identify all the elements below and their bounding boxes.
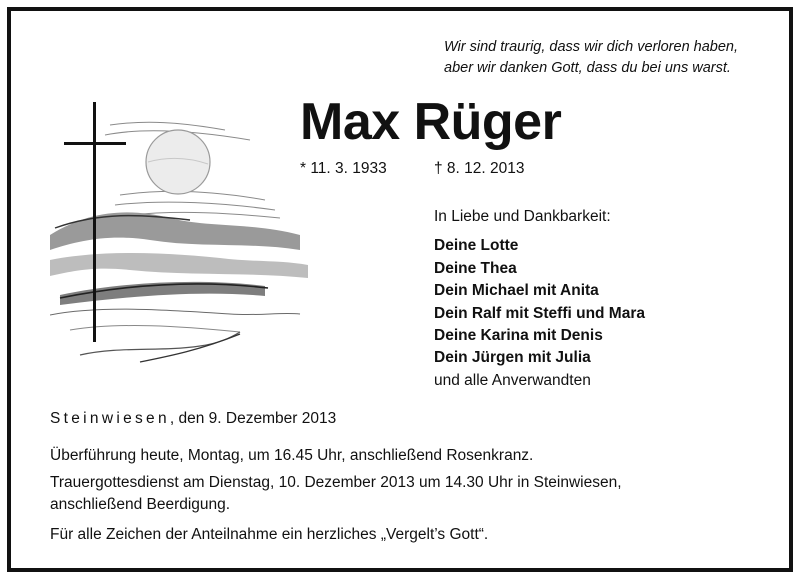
landscape-illustration	[50, 100, 308, 380]
family-member: Dein Michael mit Anita	[434, 282, 599, 300]
service-notice-line-2: anschließend Beerdigung.	[50, 496, 231, 513]
family-member: Deine Thea	[434, 259, 517, 277]
quote-line-2: aber wir danken Gott, dass du bei uns warst.	[444, 60, 731, 76]
service-notice-line-1: Trauergottesdienst am Dienstag, 10. Dezember 2013 um 14.30 Uhr in Steinwiesen,	[50, 474, 622, 491]
death-date: † 8. 12. 2013	[434, 160, 525, 177]
family-closing: und alle Anverwandten	[434, 371, 591, 389]
birth-date: * 11. 3. 1933	[300, 160, 387, 177]
quote-line-1: Wir sind traurig, dass wir dich verloren haben,	[444, 39, 739, 55]
hills-shading	[50, 212, 308, 362]
memorial-quote	[444, 37, 738, 79]
service-notice	[50, 472, 622, 516]
family-member: Deine Karina mit Denis	[434, 327, 603, 345]
family-intro: In Liebe und Dankbarkeit:	[434, 208, 611, 225]
family-member: Dein Jürgen mit Julia	[434, 349, 591, 367]
family-list	[434, 206, 645, 392]
family-member: Deine Lotte	[434, 237, 519, 255]
place-date-line	[50, 410, 336, 428]
thanks-notice: Für alle Zeichen der Anteilnahme ein herzliches „Vergelt’s Gott“.	[50, 526, 489, 543]
transfer-notice: Überführung heute, Montag, um 16.45 Uhr, anschließend Rosenkranz.	[50, 447, 534, 464]
deceased-name: Max Rüger	[300, 93, 562, 151]
notice-date: , den 9. Dezember 2013	[169, 410, 337, 427]
family-member: Dein Ralf mit Steffi und Mara	[434, 304, 645, 322]
town-name: Steinwiesen	[50, 410, 170, 427]
sun-icon	[146, 130, 210, 194]
